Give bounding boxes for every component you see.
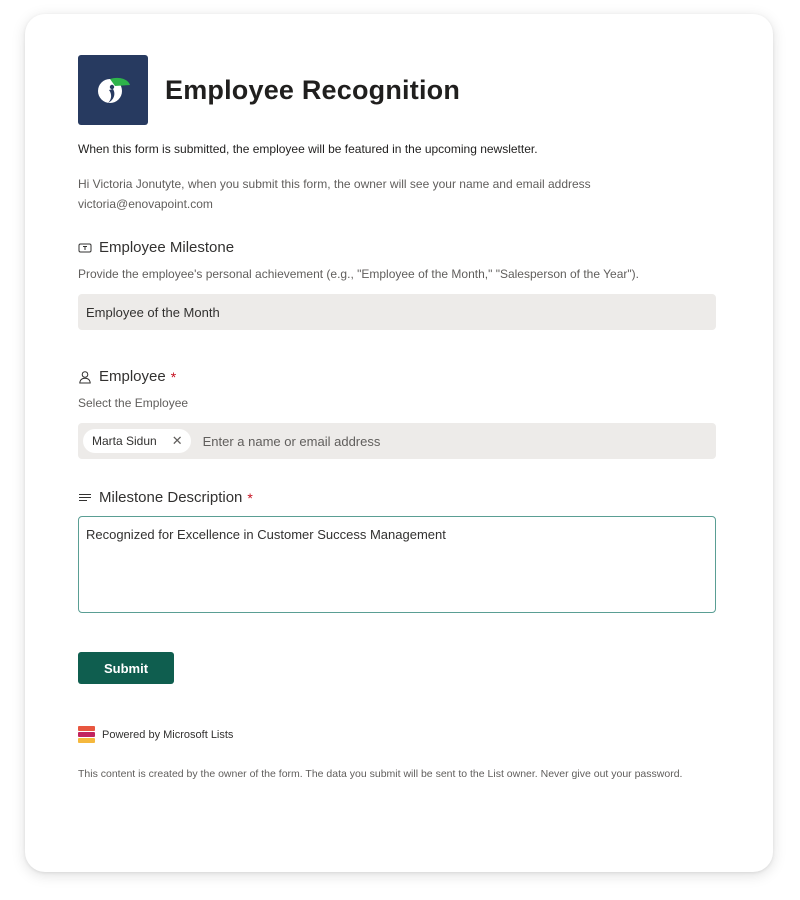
milestone-input[interactable]: [78, 294, 716, 330]
selected-person-name: Marta Sidun: [92, 434, 157, 448]
milestone-description-textarea[interactable]: [78, 516, 716, 613]
question-label: [78, 368, 718, 385]
form-body: [78, 54, 718, 783]
required-marker: *: [247, 489, 253, 506]
footer-disclaimer: This content is created by the owner of the form. The data you submit will be sent to the List owner. Never give out your password.: [78, 768, 683, 780]
question-employee: [78, 368, 718, 459]
remove-person-icon[interactable]: ✕: [171, 433, 183, 448]
milestone-label-text: Employee Milestone: [99, 239, 235, 256]
text-field-icon: [78, 241, 92, 255]
powered-by-text: Powered by Microsoft Lists: [102, 728, 234, 741]
person-icon: [78, 370, 92, 384]
milestone-help-text: Provide the employee's personal achievement (e.g., "Employee of the Month," "Salesperson of the Year").: [78, 267, 639, 281]
form-title: Employee Recognition: [165, 74, 461, 105]
owner-note-line1: Hi Victoria Jonutyte, when you submit this form, the owner will see your name and email address: [78, 177, 591, 191]
submit-button[interactable]: Submit: [78, 652, 174, 684]
form-card: [25, 14, 773, 872]
multiline-text-icon: [78, 491, 92, 505]
question-label: [78, 489, 718, 506]
form-header: [78, 54, 718, 126]
selected-person-chip: [83, 429, 191, 453]
powered-by: [78, 726, 718, 743]
required-marker: *: [170, 368, 177, 385]
people-picker[interactable]: [78, 423, 716, 459]
employee-help-text: Select the Employee: [78, 396, 189, 410]
people-search-input[interactable]: [201, 433, 605, 450]
question-label: [78, 239, 718, 256]
question-employee-milestone: [78, 239, 718, 330]
description-label-text: Milestone Description: [99, 489, 243, 506]
owner-visibility-note: [78, 174, 718, 214]
microsoft-lists-icon: [78, 726, 95, 743]
milestone-input-value: Employee of the Month: [86, 304, 220, 320]
question-milestone-description: [78, 489, 718, 618]
owner-note-email: victoria@enovapoint.com: [78, 197, 213, 211]
form-intro: When this form is submitted, the employee will be featured in the upcoming newsletter.: [78, 142, 538, 156]
parrot-logo-icon: [78, 55, 148, 125]
employee-label-text: Employee: [99, 368, 166, 385]
